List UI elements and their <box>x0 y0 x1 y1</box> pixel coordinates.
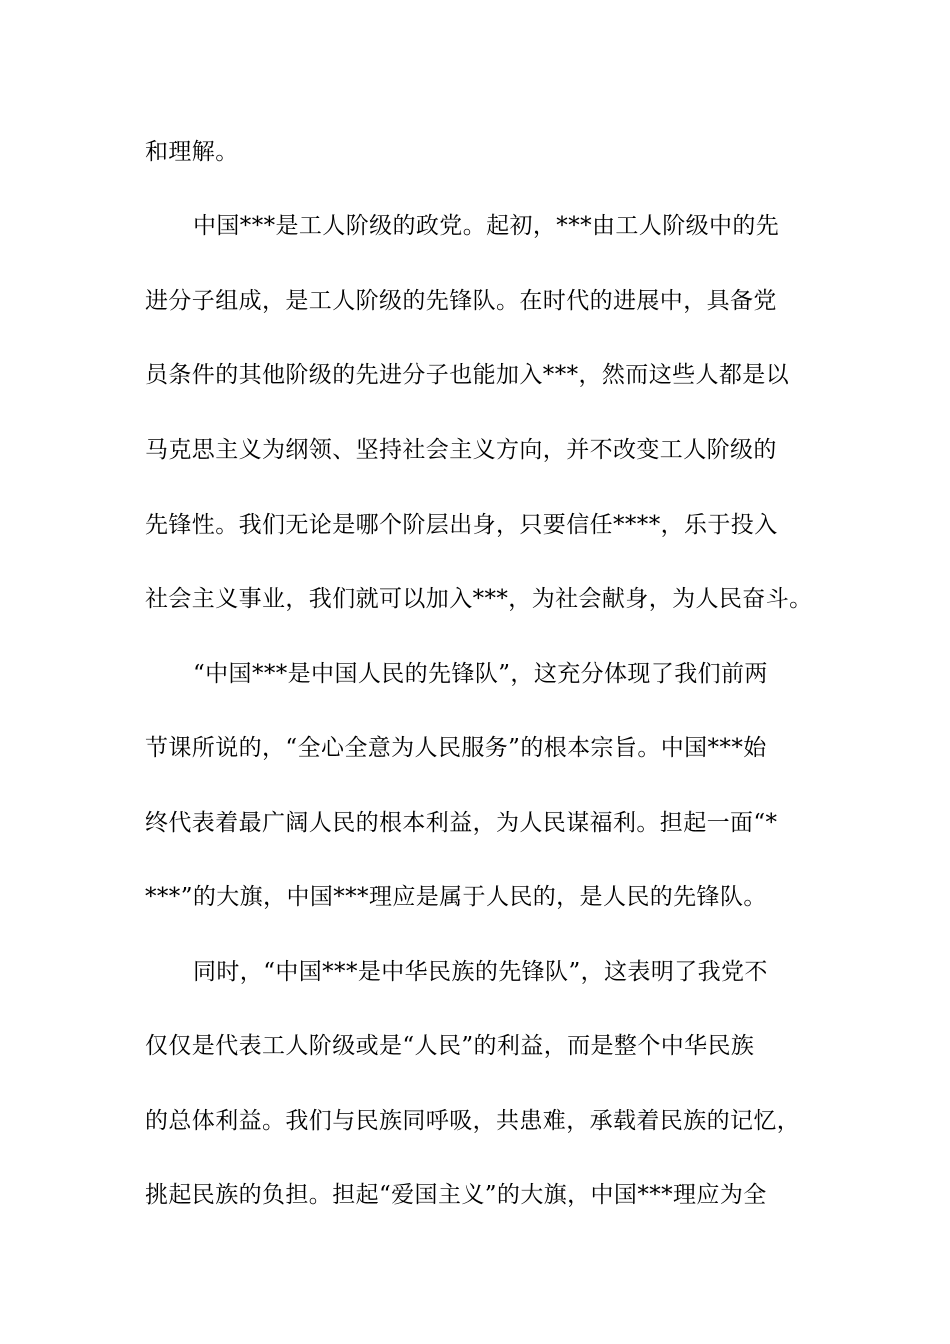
paragraph-first-line: 同时，“中国***是中华民族的先锋队”，这表明了我党不 <box>193 959 768 985</box>
text-line: 挑起民族的负担。担起“爱国主义”的大旗，中国***理应为全 <box>145 1182 767 1208</box>
text-line: 先锋性。我们无论是哪个阶层出身，只要信任****，乐于投入 <box>145 512 778 538</box>
text-line: 节课所说的，“全心全意为人民服务”的根本宗旨。中国***始 <box>145 735 767 761</box>
text-line: 和理解。 <box>145 139 239 165</box>
text-line: 马克思主义为纲领、坚持社会主义方向，并不改变工人阶级的 <box>145 437 777 463</box>
text-line: 仅仅是代表工人阶级或是“人民”的利益，而是整个中华民族 <box>145 1033 755 1059</box>
text-line: 社会主义事业，我们就可以加入***，为社会献身，为人民奋斗。 <box>145 586 813 612</box>
text-line: 进分子组成，是工人阶级的先锋队。在时代的进展中，具备党 <box>145 288 777 314</box>
text-line: 的总体利益。我们与民族同呼吸，共患难，承载着民族的记忆， <box>145 1108 801 1134</box>
paragraph-first-line: “中国***是中国人民的先锋队”，这充分体现了我们前两 <box>193 661 768 687</box>
text-line: ***”的大旗，中国***理应是属于人民的，是人民的先锋队。 <box>145 884 767 910</box>
text-line: 员条件的其他阶级的先进分子也能加入***，然而这些人都是以 <box>145 362 790 388</box>
paragraph-first-line: 中国***是工人阶级的政党。起初，***由工人阶级中的先 <box>193 213 780 239</box>
text-line: 终代表着最广阔人民的根本利益，为人民谋福利。担起一面“* <box>145 810 778 836</box>
